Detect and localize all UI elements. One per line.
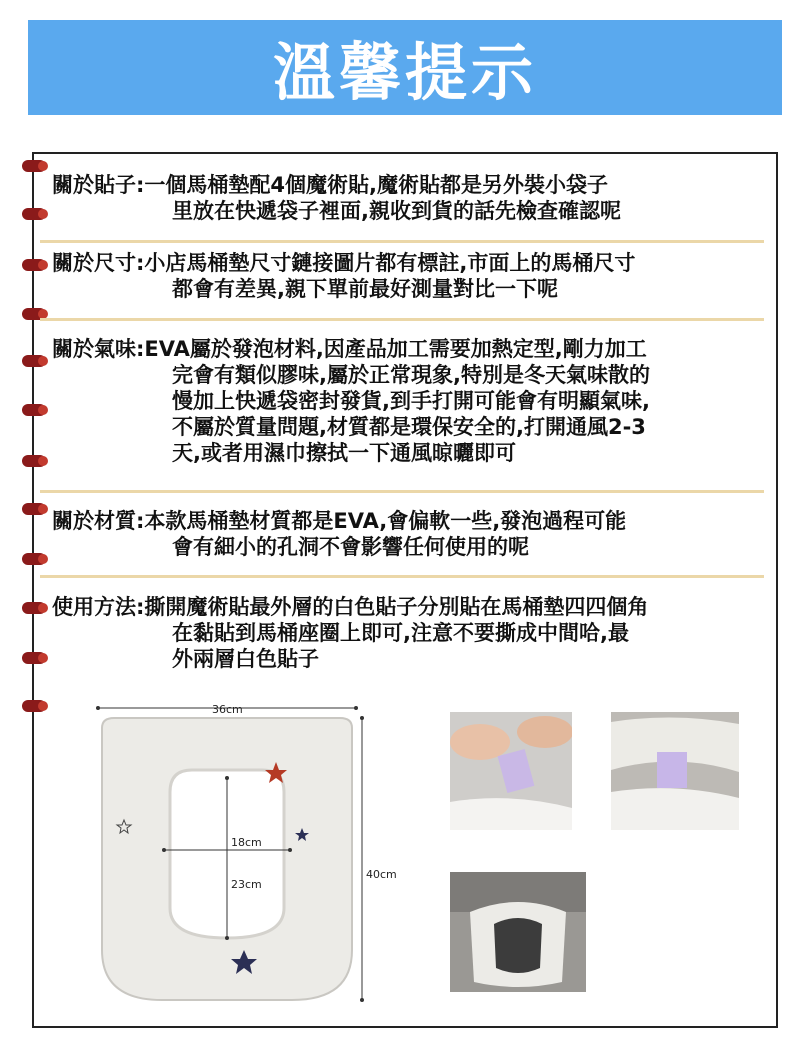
section-label: 關於尺寸:	[52, 251, 145, 275]
binding-ring-icon	[22, 160, 46, 172]
section-usage	[52, 594, 752, 672]
binding-ring-icon	[22, 553, 46, 565]
height-label: 40cm	[366, 868, 397, 881]
section-line: 完會有類似膠味,屬於正常現象,特別是冬天氣味散的	[172, 363, 650, 387]
binding-ring-icon	[22, 455, 46, 467]
section-label: 使用方法:	[52, 595, 145, 619]
section-label: 關於材質:	[52, 509, 145, 533]
section-label: 關於氣味:	[52, 337, 145, 361]
photo-sticker-on-seat	[611, 712, 739, 830]
section-line: 慢加上快遞袋密封發貨,到手打開可能會有明顯氣味,	[172, 389, 650, 413]
section-line: 里放在快遞袋子裡面,親收到貨的話先檢查確認呢	[172, 199, 621, 223]
divider	[40, 575, 764, 578]
title-banner	[28, 20, 782, 115]
section-stickers	[52, 172, 752, 224]
section-line: 關於材質:本款馬桶墊材質都是EVA,會偏軟一些,發泡過程可能	[52, 509, 627, 533]
section-line: 外兩層白色貼子	[172, 647, 319, 671]
section-line: 關於尺寸:小店馬桶墊尺寸鏈接圖片都有標註,市面上的馬桶尺寸	[52, 251, 636, 275]
binding-ring-icon	[22, 259, 46, 271]
divider	[40, 490, 764, 493]
photo-cushion-on-toilet	[450, 872, 586, 992]
seat-size-diagram	[94, 700, 424, 1010]
section-line: 不屬於質量問題,材質都是環保安全的,打開通風2-3	[172, 415, 646, 439]
binding-ring-icon	[22, 355, 46, 367]
section-size	[52, 250, 752, 302]
section-line: 關於貼子:一個馬桶墊配4個魔術貼,魔術貼都是另外裝小袋子	[52, 173, 608, 197]
section-odor	[52, 336, 752, 466]
section-material	[52, 508, 752, 560]
binding-ring-icon	[22, 503, 46, 515]
binding-ring-icon	[22, 208, 46, 220]
section-line: 在黏貼到馬桶座圈上即可,注意不要撕成中間哈,最	[172, 621, 629, 645]
inner-height-label: 23cm	[231, 878, 262, 891]
width-label: 36cm	[212, 703, 243, 716]
binding-ring-icon	[22, 700, 46, 712]
binding-ring-icon	[22, 404, 46, 416]
section-line: 都會有差異,親下單前最好測量對比一下呢	[172, 277, 558, 301]
banner-title: 溫馨提示	[272, 36, 537, 109]
section-line: 關於氣味:EVA屬於發泡材料,因產品加工需要加熱定型,剛力加工	[52, 337, 647, 361]
section-line: 使用方法:撕開魔術貼最外層的白色貼子分別貼在馬桶墊四四個角	[52, 595, 649, 619]
inner-width-label: 18cm	[231, 836, 262, 849]
divider	[40, 318, 764, 321]
section-line: 天,或者用濕巾擦拭一下通風晾曬即可	[172, 441, 516, 465]
binding-ring-icon	[22, 652, 46, 664]
section-line: 會有細小的孔洞不會影響任何使用的呢	[172, 535, 529, 559]
divider	[40, 240, 764, 243]
section-label: 關於貼子:	[52, 173, 145, 197]
photo-peeling-sticker	[450, 712, 572, 830]
binding-ring-icon	[22, 602, 46, 614]
